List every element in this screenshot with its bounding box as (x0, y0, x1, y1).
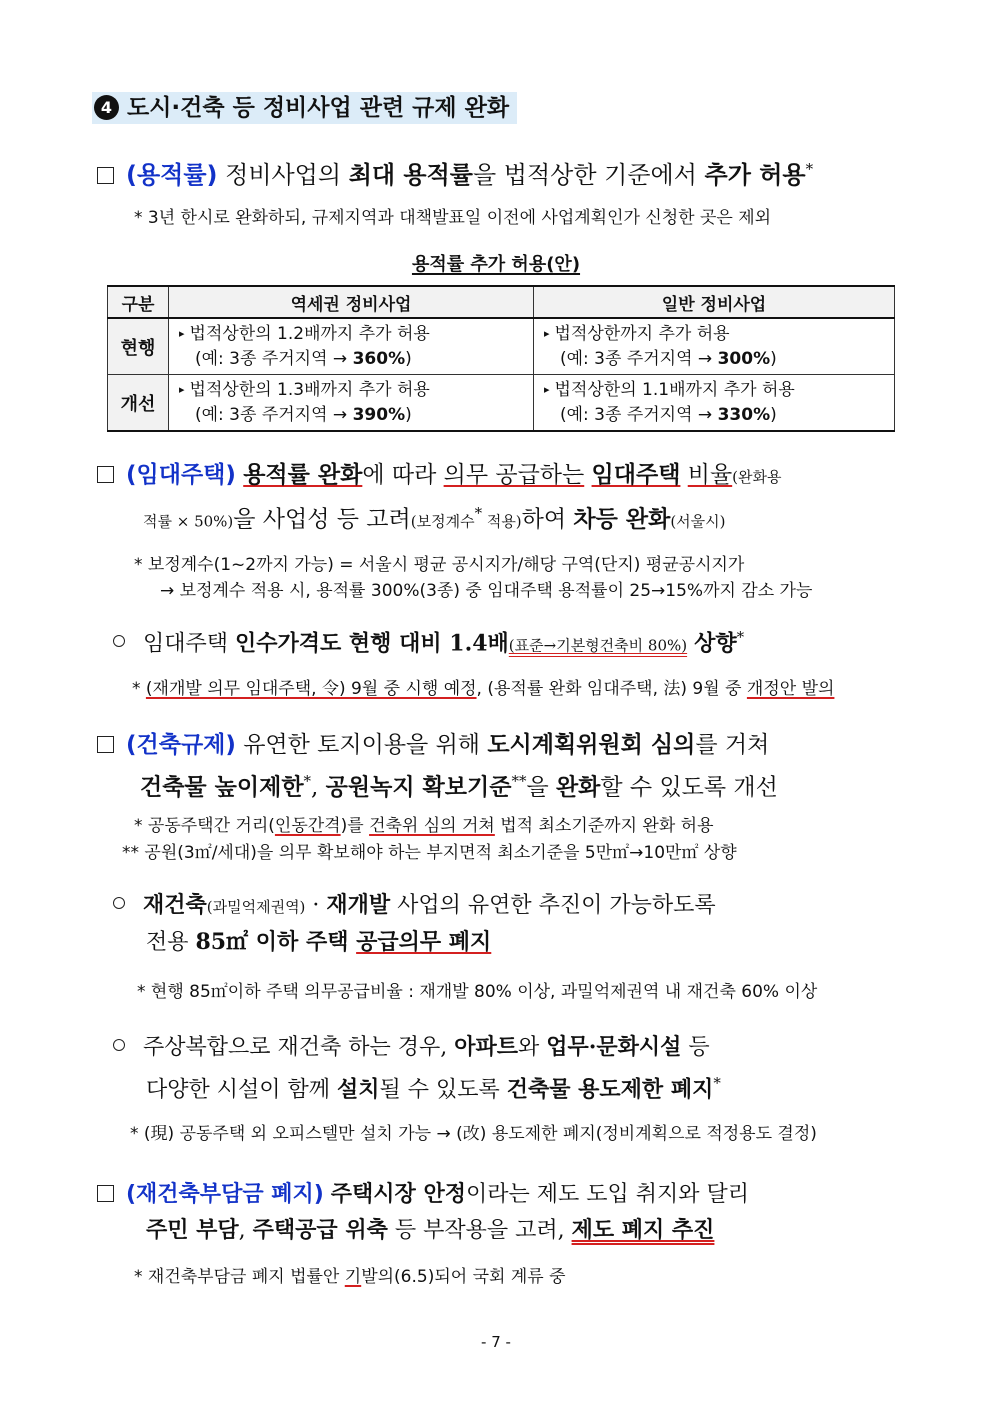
rental-text: 을 사업성 등 고려 (233, 506, 411, 533)
checkbox-square-icon (97, 736, 114, 753)
table-row (108, 375, 895, 432)
rental-bold: 임대주택 (591, 461, 681, 488)
charge-text: 이라는 제도 도입 취지와 달리 (465, 1182, 749, 1207)
cell-text: 법적상한까지 추가 허용 (554, 324, 730, 344)
note-text: * 공동주택간 거리( (134, 816, 275, 836)
checkbox-square-icon (97, 167, 114, 184)
cell-text: ) (405, 405, 412, 425)
cell-text: ) (770, 349, 777, 369)
building-text: · (305, 893, 327, 918)
checkbox-square-icon (97, 1185, 114, 1202)
rental-small: 적용) (482, 512, 522, 531)
building-sub2-note: * (現) 공동주택 외 오피스텔만 설치 가능 → (改) 용도제한 폐지(정비계획으로 적정용도 결정) (130, 1124, 817, 1144)
rental-paragraph-line2 (143, 496, 726, 539)
page-number: - 7 - (481, 1333, 511, 1351)
footnote-mark: * (303, 772, 312, 790)
table-cell (169, 318, 534, 375)
building-bold: 재개발 (326, 892, 391, 918)
circle-bullet-icon (113, 1039, 125, 1051)
building-note-2: ** 공원(3㎡/세대)을 의무 확보해야 하는 부지면적 최소기준을 5만㎡→10만㎡ 상향 (122, 843, 737, 863)
building-bold: 공원녹지 확보기준 (325, 773, 512, 801)
charge-bold: 주택시장 안정 (330, 1181, 466, 1207)
rental-text: 하여 (521, 506, 574, 533)
building-sub1-line2 (146, 925, 491, 960)
cell-value: 390% (352, 405, 406, 425)
charge-text: 등 부작용을 고려, (387, 1218, 572, 1243)
charge-text: , (238, 1218, 253, 1243)
building-bold: 건축물 높이제한 (140, 773, 304, 801)
far-bold: 최대 용적률 (348, 160, 473, 189)
table-header: 일반 정비사업 (534, 286, 895, 318)
charge-bold: 주택공급 위축 (252, 1217, 388, 1243)
rental-sub-note (132, 676, 834, 702)
note-text: 건축위 심의 거쳐 (369, 816, 495, 836)
cell-text: ) (770, 405, 777, 425)
row-label: 개선 (108, 375, 169, 432)
cell-text: (예: 3종 주거지역 → (195, 349, 353, 369)
rental-bold: 상향 (694, 630, 737, 657)
cell-value: 330% (717, 405, 771, 425)
building-bold: 공급의무 폐지 (356, 929, 492, 955)
footnote-mark: ** (511, 772, 527, 790)
building-text: 유연한 토지이용을 위해 (235, 732, 488, 758)
charge-tag: (재건축부담금 폐지) (126, 1182, 324, 1207)
circle-bullet-icon (113, 897, 125, 909)
charge-note (134, 1264, 566, 1290)
cell-text: 법적상한의 1.2배까지 추가 허용 (189, 324, 430, 344)
far-paragraph (97, 152, 897, 192)
cell-text: (예: 3종 주거지역 → (560, 349, 718, 369)
note-text: 기 (344, 1267, 362, 1287)
footnote-mark: * (713, 1074, 721, 1092)
footnote-mark: * (736, 628, 745, 646)
note-text: 개정안 발의 (746, 679, 835, 699)
building-text: 할 수 있도록 개선 (600, 774, 778, 801)
rental-paragraph-line1 (97, 458, 897, 494)
charge-paragraph-line1 (97, 1177, 897, 1212)
rental-small: (서울시) (670, 512, 726, 531)
note-text: * 재건축부담금 폐지 법률안 (134, 1267, 345, 1287)
rental-small: (표준→기본형건축비 80%) (508, 636, 688, 655)
building-bold: 완화 (555, 773, 601, 801)
footnote-mark: * (474, 504, 483, 522)
rental-note-2: → 보정계수 적용 시, 용적률 300%(3종) 중 임대주택 용적률이 25→15%까지 감소 가능 (160, 581, 813, 601)
building-sub2-line1 (113, 1030, 710, 1065)
charge-paragraph-line2 (146, 1213, 714, 1248)
cell-text: 법적상한의 1.3배까지 추가 허용 (189, 380, 430, 400)
far-text: 을 법적상한 기준에서 (472, 161, 705, 189)
rental-small: (완화용 (732, 468, 782, 486)
table-header: 구분 (108, 286, 169, 318)
note-text: 법적 최소기준까지 완화 허용 (494, 816, 714, 836)
note-text: * (132, 679, 146, 699)
cell-text: (예: 3종 주거지역 → (195, 405, 353, 425)
footnote-mark: * (805, 160, 814, 178)
building-tag: (건축규제) (126, 732, 236, 758)
table-header: 역세권 정비사업 (169, 286, 534, 318)
section-number-badge: 4 (94, 95, 119, 120)
note-text: 발의(6.5)되어 국회 계류 중 (361, 1267, 566, 1287)
charge-bold: 주민 부담 (146, 1217, 239, 1243)
bullet-triangle-icon: ▸ (544, 383, 550, 396)
far-table (107, 285, 895, 432)
building-bold: 도시계획위원회 심의 (487, 731, 696, 758)
rental-tag: (임대주택) (126, 462, 236, 488)
building-text: 등 (681, 1035, 710, 1060)
bullet-triangle-icon: ▸ (179, 327, 185, 340)
building-text: 사업의 유연한 추진이 가능하도록 (390, 893, 716, 918)
note-text: (재개발 의무 임대주택, 令) 9월 중 시행 예정 (145, 679, 477, 699)
building-sub1-note: * 현행 85㎡이하 주택 의무공급비율 : 재개발 80% 이상, 과밀억제권역 내 재건축 60% 이상 (137, 982, 818, 1002)
building-bold: 85㎡ 이하 주택 (195, 929, 357, 955)
building-bold: 설치 (337, 1076, 380, 1103)
note-text: )를 (340, 816, 370, 836)
building-bold: 건축물 용도제한 폐지 (506, 1076, 714, 1103)
section-heading (92, 92, 517, 124)
charge-bold: 제도 폐지 추진 (571, 1217, 715, 1243)
rental-small: (보정계수 (410, 512, 475, 531)
table-row (108, 318, 895, 375)
building-bold: 아파트 (454, 1034, 519, 1060)
building-small: (과밀억제권역) (206, 898, 306, 916)
rental-text: 임대주택 (143, 631, 236, 657)
far-note: * 3년 한시로 완화하되, 규제지역과 대책발표일 이전에 사업계획인가 신청한 곳은 제외 (134, 208, 772, 228)
building-bold: 재건축 (143, 892, 207, 918)
building-text: 주상복합으로 재건축 하는 경우, (143, 1035, 455, 1060)
section-title: 도시·건축 등 정비사업 관련 규제 완화 (127, 95, 510, 121)
building-text: , (311, 774, 326, 801)
table-title-text: 용적률 추가 허용(안) (411, 254, 581, 275)
bullet-triangle-icon: ▸ (544, 327, 550, 340)
rental-text: 비율 (687, 462, 733, 488)
rental-text: 에 따라 (362, 462, 444, 488)
note-text: 인동간격 (274, 816, 341, 836)
cell-text: (예: 3종 주거지역 → (560, 405, 718, 425)
note-text: , (용적률 완화 임대주택, 法) 9월 중 (476, 679, 747, 699)
building-sub2-line2 (146, 1066, 721, 1107)
building-sub1-line1 (113, 888, 716, 924)
rental-note-1: * 보정계수(1~2까지 가능) = 서울시 평균 공시지가/해당 구역(단지) 평균공시지가 (134, 555, 745, 575)
bullet-triangle-icon: ▸ (179, 383, 185, 396)
cell-value: 360% (352, 349, 406, 369)
rental-bold: 차등 완화 (573, 505, 671, 533)
cell-text: 법적상한의 1.1배까지 추가 허용 (554, 380, 795, 400)
circle-bullet-icon (113, 635, 125, 647)
cell-text: ) (405, 349, 412, 369)
building-text: 다양한 시설이 함께 (146, 1077, 337, 1103)
building-text: 될 수 있도록 (379, 1077, 507, 1103)
building-bold: 업무·문화시설 (546, 1034, 682, 1060)
rental-bold: 용적률 완화 (243, 461, 363, 488)
checkbox-square-icon (97, 466, 114, 483)
table-cell (169, 375, 534, 432)
rental-small: 적률 × 50%) (143, 512, 234, 531)
rental-sub-point (113, 620, 744, 662)
table-title (0, 250, 992, 276)
building-text: 을 (526, 774, 556, 801)
building-text: 전용 (146, 930, 196, 955)
table-cell (534, 375, 895, 432)
building-text: 를 거쳐 (695, 732, 770, 758)
far-tag: (용적률) (126, 161, 218, 189)
cell-value: 300% (717, 349, 771, 369)
far-text: 정비사업의 (217, 161, 349, 189)
row-label: 현행 (108, 318, 169, 375)
building-paragraph-line1 (97, 728, 897, 762)
rental-text: 의무 공급하는 (443, 462, 585, 488)
far-bold: 추가 허용 (704, 160, 806, 189)
rental-bold: 인수가격도 현행 대비 1.4배 (235, 630, 509, 657)
building-note-1 (134, 813, 714, 839)
building-paragraph-line2 (140, 764, 778, 805)
building-text: 와 (518, 1035, 547, 1060)
table-cell (534, 318, 895, 375)
